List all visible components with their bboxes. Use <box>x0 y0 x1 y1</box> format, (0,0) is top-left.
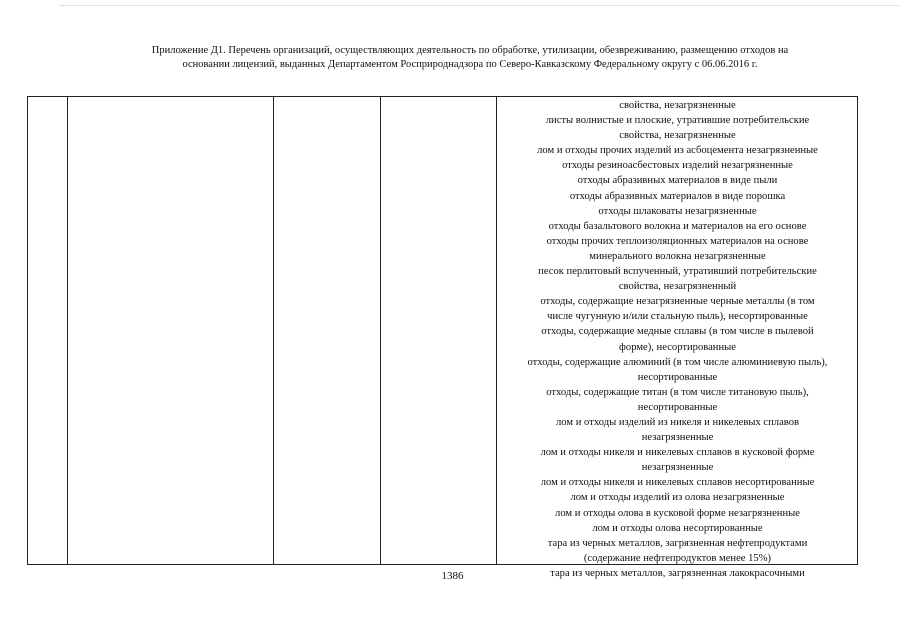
waste-type-line: отходы, содержащие медные сплавы (в том числе в пылевой <box>541 326 814 338</box>
waste-type-line: отходы прочих теплоизоляционных материалов на основе <box>546 235 809 247</box>
column-divider <box>273 97 274 564</box>
column-divider <box>380 97 381 564</box>
page-number: 1386 <box>441 570 464 582</box>
waste-type-line: лом и отходы олова в кусковой форме незагрязненные <box>555 507 800 519</box>
document-header <box>60 44 880 72</box>
waste-type-line: отходы, содержащие незагрязненные черные металлы (в том <box>540 296 815 308</box>
scan-artifact <box>60 5 900 8</box>
waste-type-line: незагрязненные <box>641 432 714 444</box>
waste-type-line: свойства, незагрязненные <box>619 100 736 111</box>
column-divider <box>67 97 68 564</box>
waste-type-line: несортированные <box>637 401 718 413</box>
waste-type-line: лом и отходы олова несортированные <box>592 522 763 534</box>
waste-type-line: отходы шлаковаты незагрязненные <box>598 205 757 217</box>
waste-type-line: несортированные <box>637 371 718 383</box>
waste-type-line: отходы, содержащие титан (в том числе титановую пыль), <box>546 386 809 398</box>
waste-type-line: отходы абразивных материалов в виде порошка <box>569 190 786 202</box>
waste-type-line: лом и отходы никеля и никелевых сплавов в кусковой форме <box>540 447 815 459</box>
waste-type-line: листы волнистые и плоские, утратившие потребительские <box>545 115 810 127</box>
header-line-1: Приложение Д1. Перечень организаций, осуществляющих деятельность по обработке, утилизации, обезвреживанию, размещению отходов на <box>151 45 789 56</box>
waste-type-line: отходы абразивных материалов в виде пыли <box>577 175 778 187</box>
waste-type-line: минерального волокна незагрязненные <box>589 250 766 262</box>
waste-type-line: свойства, незагрязненный <box>618 281 737 293</box>
waste-type-line: тара из черных металлов, загрязненная нефтепродуктами <box>547 537 808 549</box>
waste-type-line: отходы базальтового волокна и материалов на его основе <box>548 220 807 232</box>
waste-type-line: свойства, незагрязненные <box>619 130 736 142</box>
waste-type-line: незагрязненные <box>641 462 714 474</box>
waste-type-line: лом и отходы изделий из никеля и никелевых сплавов <box>555 416 800 428</box>
header-line-2: основании лицензий, выданных Департаментом Росприроднадзора по Северо-Кавказскому Федеральному округу с 06.06.2016 г. <box>182 59 758 70</box>
waste-types-column <box>498 98 857 579</box>
waste-type-line: числе чугунную и/или стальную пыль), несортированные <box>547 311 808 323</box>
waste-type-line: тара из черных металлов, загрязненная лакокрасочными <box>550 567 805 579</box>
waste-type-line: отходы, содержащие алюминий (в том числе алюминиевую пыль), <box>527 356 828 368</box>
waste-type-line: песок перлитовый вспученный, утративший потребительские <box>538 266 817 278</box>
waste-type-line: форме), несортированные <box>619 341 736 353</box>
waste-type-line: отходы резиноасбестовых изделий незагрязненные <box>562 160 793 172</box>
waste-type-line: лом и отходы никеля и никелевых сплавов несортированные <box>540 477 815 489</box>
waste-type-line: лом и отходы прочих изделий из асбоцемента незагрязненные <box>537 145 818 157</box>
waste-type-line: (содержание нефтепродуктов менее 15%) <box>583 552 772 564</box>
column-divider <box>496 97 497 564</box>
waste-type-line: лом и отходы изделий из олова незагрязненные <box>570 492 785 504</box>
